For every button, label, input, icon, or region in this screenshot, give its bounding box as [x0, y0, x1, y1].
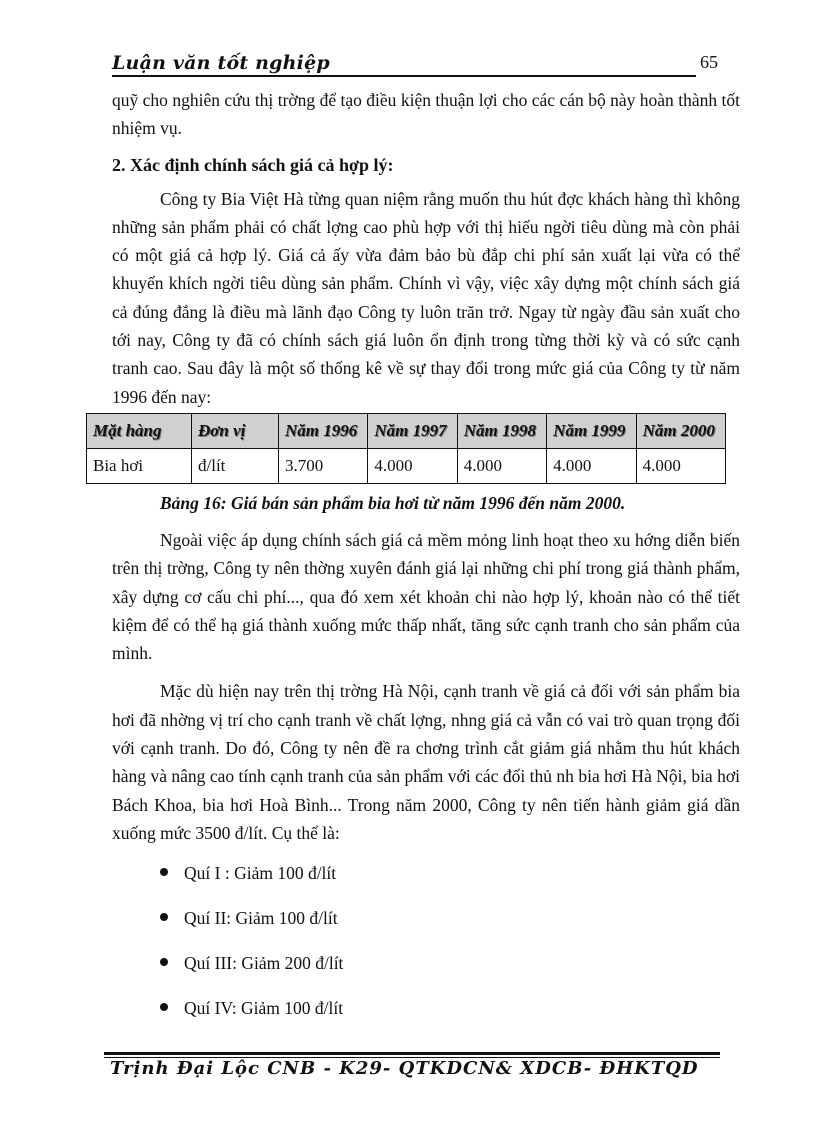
list-item [160, 994, 740, 1039]
page-footer: Trịnh Đại Lộc CNB - K29- QTKDCN& XDCB- ĐHKTQD [110, 1058, 699, 1079]
paragraph-cost-review: Ngoài việc áp dụng chính sách giá cả mềm mỏng linh hoạt theo xu hớng diễn biến trên thị trờng, Công ty nên thờng xuyên đánh giá lại những chi phí trong giá thành phẩm, xây dựng cơ cấu chi phí..., qua đó xem xét khoản chi nào hợp lý, khoản nào có thể tiết kiệm để có thể hạ giá thành xuống mức thấp nhất, tăng sức cạnh tranh cho sản phẩm của mình. [112, 529, 740, 664]
table-cell: 4.000 [547, 448, 636, 483]
table-cell: 4.000 [368, 448, 457, 483]
table-header-cell: Năm 1998 [457, 413, 546, 448]
table-header-cell: Năm 1997 [368, 413, 457, 448]
list-item [160, 949, 740, 994]
table-cell: 4.000 [636, 448, 725, 483]
list-item-text: Quí I : Giảm 100 đ/lít [184, 863, 337, 884]
bullet-icon [160, 913, 168, 921]
paragraph-pricing-intro: Công ty Bia Việt Hà từng quan niệm rằng muốn thu hút đợc khách hàng thì không những sản phẩm phải có chất lợng cao phù hợp với thị hiếu ngời tiêu dùng mà còn phải có một giá cả hợp lý. Giá cả ấy vừa đảm bảo bù đắp chi phí sản xuất lại vừa có thể khuyến khích ngời tiêu dùng sản phẩm. Chính vì vậy, việc xây dựng một chính sách giá cả đúng đắng là điều mà lãnh đạo Công ty luôn trăn trở. Ngay từ ngày đầu sản xuất cho tới nay, Công ty đã có chính sách giá luôn ổn định trong từng thời kỳ và có sức cạnh tranh cao. Sau đây là một số thống kê về sự thay đổi trong mức giá của Công ty từ năm 1996 đến nay: [112, 188, 740, 407]
table-cell: đ/lít [192, 448, 279, 483]
table-cell: 3.700 [279, 448, 368, 483]
table-header-row [87, 413, 726, 448]
price-cut-list [160, 859, 740, 1039]
bullet-icon [160, 958, 168, 966]
bullet-icon [160, 868, 168, 876]
table-cell: Bia hơi [87, 448, 192, 483]
bullet-icon [160, 1003, 168, 1011]
list-item-text: Quí III: Giảm 200 đ/lít [184, 953, 344, 974]
page-number: 65 [700, 52, 718, 72]
table-header-cell: Mặt hàng [87, 413, 192, 448]
list-item-text: Quí II: Giảm 100 đ/lít [184, 908, 338, 929]
header-rule [112, 75, 696, 77]
table-header-cell: Đơn vị [192, 413, 279, 448]
paragraph-continuation: quỹ cho nghiên cứu thị trờng để tạo điều kiện thuận lợi cho các cán bộ này hoàn thành tốt nhiệm vụ. [112, 90, 740, 139]
paragraph-price-cut: Mặc dù hiện nay trên thị trờng Hà Nội, cạnh tranh về giá cả đối với sản phẩm bia hơi đã nhờng vị trí cho cạnh tranh về chất lợng, nhng giá cả vẫn có vai trò quan trọng đối với cạnh tranh. Do đó, Công ty nên đề ra chơng trình cắt giảm giá nhằm thu hút khách hàng và nâng cao tính cạnh tranh của sản phẩm với các đối thủ nh bia hơi Hà Nội, bia hơi Bách Khoa, bia hơi Hoà Bình... Trong năm 2000, Công ty nên tiến hành giảm giá dần xuống mức 3500 đ/lít. Cụ thể là: [112, 681, 740, 843]
list-item-text: Quí IV: Giảm 100 đ/lít [184, 998, 344, 1019]
table-row [87, 448, 726, 483]
price-table [86, 413, 726, 484]
section-heading: 2. Xác định chính sách giá cả hợp lý: [112, 154, 394, 175]
footer-rule [104, 1052, 720, 1055]
list-item [160, 859, 740, 904]
table-header-cell: Năm 1996 [279, 413, 368, 448]
table-header-cell: Năm 2000 [636, 413, 725, 448]
header-title: Luận văn tốt nghiệp [112, 52, 330, 74]
table-caption: Bảng 16: Giá bán sản phẩm bia hơi từ năm 1996 đến năm 2000. [160, 492, 626, 513]
page-header [112, 50, 718, 78]
list-item [160, 904, 740, 949]
table-cell: 4.000 [457, 448, 546, 483]
table-header-cell: Năm 1999 [547, 413, 636, 448]
page-body [93, 86, 740, 1039]
